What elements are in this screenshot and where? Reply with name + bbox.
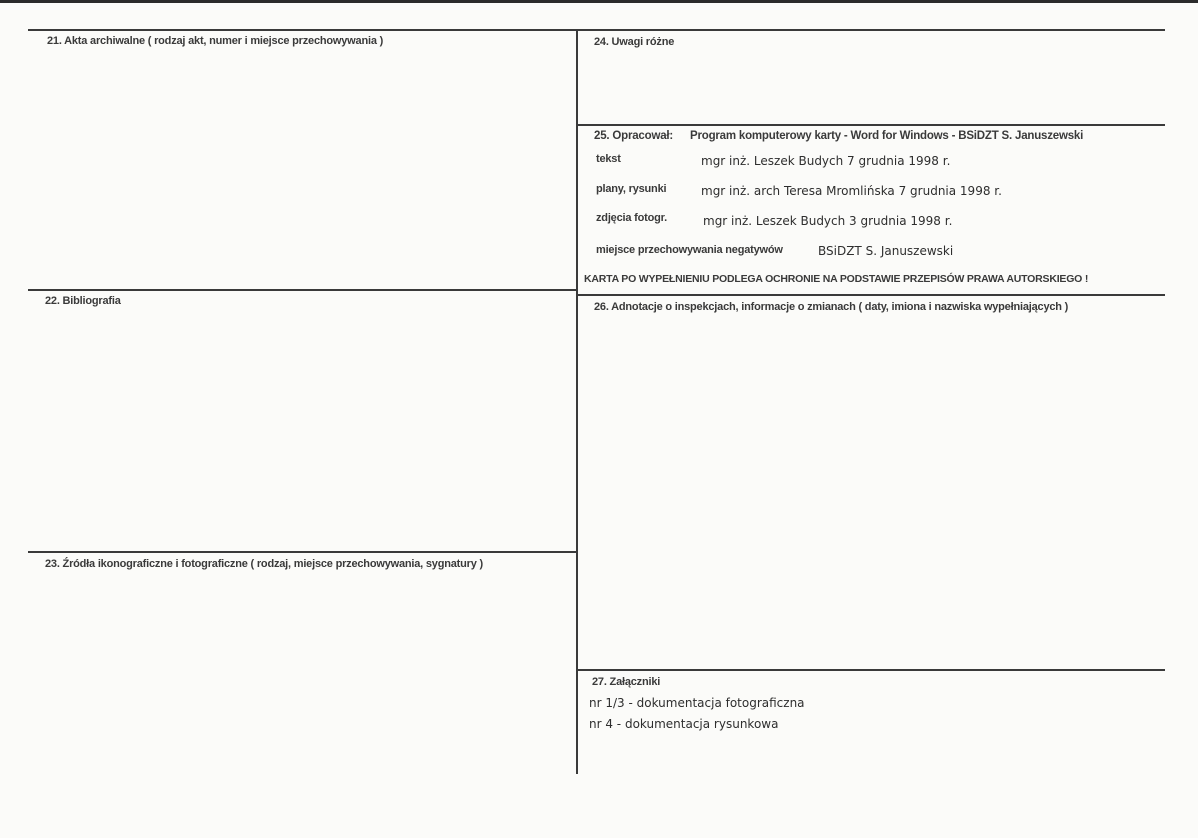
copyright-notice: KARTA PO WYPEŁNIENIU PODLEGA OCHRONIE NA PODSTAWIE PRZEPISÓW PRAWA AUTORSKIEGO ! bbox=[584, 273, 1089, 285]
section-25-program: Program komputerowy karty - Word for Windows - BSiDZT S. Januszewski bbox=[690, 130, 1084, 142]
section-22-title: 22. Bibliografia bbox=[45, 295, 121, 307]
divider-21-22 bbox=[28, 289, 576, 291]
divider-25-26 bbox=[577, 294, 1165, 296]
top-edge bbox=[0, 0, 1198, 3]
divider-22-23 bbox=[28, 551, 576, 553]
center-divider bbox=[576, 29, 578, 774]
section-27-title: 27. Załączniki bbox=[592, 676, 661, 688]
divider-26-27 bbox=[577, 669, 1165, 671]
row-value-zdjecia: mgr inż. Leszek Budych 3 grudnia 1998 r. bbox=[703, 214, 953, 228]
row-label-plany: plany, rysunki bbox=[596, 183, 667, 195]
section-23-title: 23. Źródła ikonograficzne i fotograficzne ( rodzaj, miejsce przechowywania, sygnatury ) bbox=[45, 558, 483, 570]
row-value-tekst: mgr inż. Leszek Budych 7 grudnia 1998 r. bbox=[701, 154, 951, 168]
attachment-item: nr 1/3 - dokumentacja fotograficzna bbox=[589, 696, 805, 710]
row-label-tekst: tekst bbox=[596, 153, 621, 165]
divider-24-25 bbox=[577, 124, 1165, 126]
row-value-plany: mgr inż. arch Teresa Mromlińska 7 grudnia 1998 r. bbox=[701, 184, 1002, 198]
section-26-title: 26. Adnotacje o inspekcjach, informacje o zmianach ( daty, imiona i nazwiska wypełniających ) bbox=[594, 301, 1069, 313]
negatives-value: BSiDZT S. Januszewski bbox=[818, 244, 954, 258]
section-24-title: 24. Uwagi różne bbox=[594, 36, 675, 48]
top-border bbox=[28, 29, 1165, 31]
negatives-label: miejsce przechowywania negatywów bbox=[596, 244, 783, 256]
section-25-title: 25. Opracował: bbox=[594, 130, 674, 142]
attachment-item: nr 4 - dokumentacja rysunkowa bbox=[589, 717, 779, 731]
row-label-zdjecia: zdjęcia fotogr. bbox=[596, 212, 667, 224]
section-21-title: 21. Akta archiwalne ( rodzaj akt, numer i miejsce przechowywania ) bbox=[47, 35, 384, 47]
